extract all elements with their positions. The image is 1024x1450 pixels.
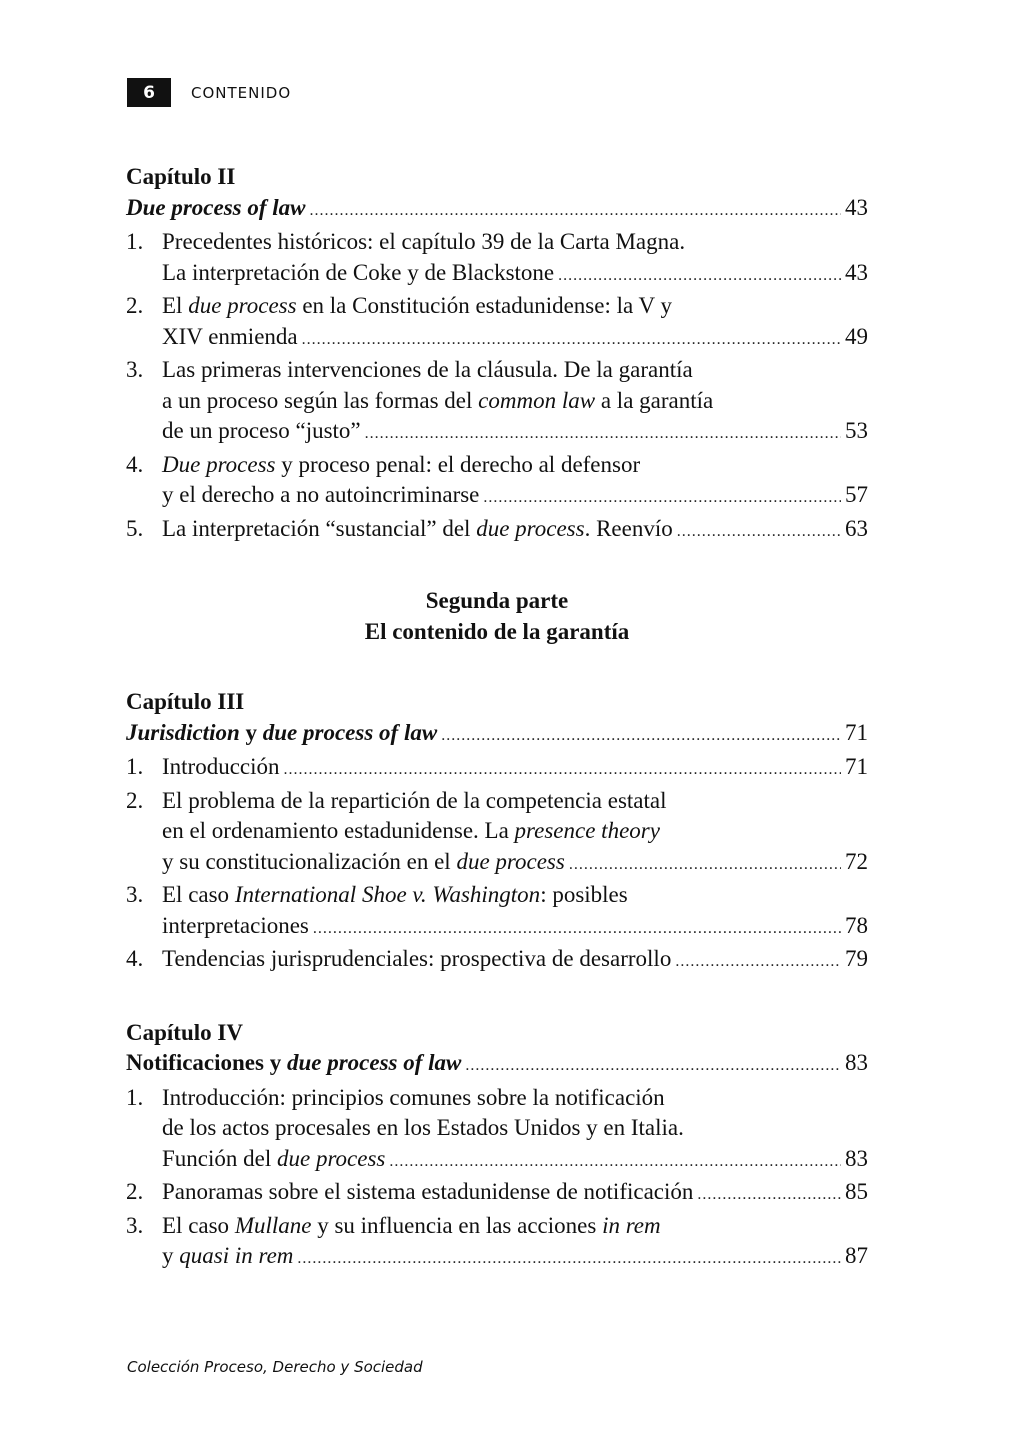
toc-entry[interactable]: [126, 944, 868, 975]
dot-leader: [389, 1147, 841, 1178]
page-ref: 63: [845, 515, 868, 541]
toc-entry[interactable]: [126, 227, 868, 288]
page-ref: 43: [845, 194, 868, 220]
dot-leader: [465, 1051, 841, 1082]
chapter-label: Capítulo III: [126, 689, 245, 714]
entry-number: 2.: [126, 787, 144, 813]
toc-entry[interactable]: [126, 1211, 868, 1272]
part-title: El contenido de la garantía: [364, 618, 630, 644]
page-ref: 79: [845, 946, 868, 971]
entry-text: de un proceso “justo”: [162, 418, 361, 443]
dot-leader: [558, 261, 841, 292]
entry-number: 2.: [126, 1179, 144, 1204]
dot-leader: [677, 517, 841, 548]
page-ref: 87: [845, 1243, 868, 1268]
dot-leader: [302, 325, 841, 356]
part-heading: [126, 586, 868, 647]
entry-text: Función del due process: [162, 1145, 386, 1171]
part-label: Segunda parte: [425, 588, 569, 613]
entry-text: El problema de la repartición de la competencia estatal: [162, 787, 667, 813]
entry-text: El caso International Shoe v. Washington: posibles: [162, 882, 628, 907]
entry-text: El due process en la Constitución estadunidense: la V y: [162, 293, 672, 318]
page-ref: 78: [845, 912, 868, 938]
dot-leader: [313, 914, 841, 945]
toc-entry[interactable]: [126, 355, 868, 447]
chapter-title-row[interactable]: [126, 193, 868, 224]
dot-leader: [483, 483, 841, 514]
entry-number: 1.: [126, 229, 144, 254]
dot-leader: [297, 1244, 841, 1275]
entry-number: 3.: [126, 1212, 144, 1238]
table-of-contents: [126, 162, 868, 1275]
entry-text: y quasi in rem: [162, 1243, 294, 1268]
chapter-4: [126, 1018, 868, 1272]
entry-text: Due process y proceso penal: el derecho al defensor: [162, 451, 641, 477]
entry-text: Precedentes históricos: el capítulo 39 de la Carta Magna.: [162, 229, 686, 254]
entry-number: 1.: [126, 754, 144, 779]
toc-entry[interactable]: [126, 752, 868, 783]
collection-footer: Colección Proceso, Derecho y Sociedad: [127, 1358, 423, 1376]
entry-text: Introducción: [162, 754, 280, 779]
dot-leader: [569, 850, 841, 881]
dot-leader: [675, 947, 841, 978]
toc-entry[interactable]: [126, 514, 868, 545]
toc-entry[interactable]: [126, 880, 868, 941]
toc-entry[interactable]: [126, 450, 868, 511]
entry-text: Las primeras intervenciones de la cláusula. De la garantía: [162, 357, 693, 382]
entry-text: Tendencias jurisprudenciales: prospectiva de desarrollo: [162, 946, 672, 971]
page-ref: 57: [845, 482, 868, 507]
chapter-2: [126, 162, 868, 544]
entry-number: 5.: [126, 515, 144, 541]
entry-text: El caso Mullane y su influencia en las acciones in rem: [162, 1212, 661, 1238]
page-ref: 83: [845, 1050, 868, 1075]
chapter-title-row[interactable]: [126, 718, 868, 749]
dot-leader: [697, 1180, 841, 1211]
dot-leader: [365, 419, 841, 450]
page-ref: 71: [845, 754, 868, 779]
entry-text: de los actos procesales en los Estados Unidos y en Italia.: [162, 1115, 684, 1140]
entry-number: 2.: [126, 293, 144, 318]
entry-text: y su constitucionalización en el due process: [162, 848, 565, 874]
entry-text: en el ordenamiento estadunidense. La presence theory: [162, 818, 660, 843]
entry-text: interpretaciones: [162, 912, 309, 938]
dot-leader: [310, 196, 841, 227]
page-ref: 53: [845, 418, 868, 443]
running-header: [127, 78, 291, 107]
toc-entry[interactable]: [126, 1083, 868, 1175]
entry-number: 1.: [126, 1084, 144, 1110]
page-number: 6: [127, 78, 171, 107]
entry-number: 3.: [126, 882, 144, 907]
entry-text: a un proceso según las formas del common law a la garantía: [162, 387, 714, 413]
toc-entry[interactable]: [126, 1177, 868, 1208]
running-header-title: CONTENIDO: [191, 83, 292, 102]
toc-entry[interactable]: [126, 291, 868, 352]
entry-number: 4.: [126, 451, 144, 477]
entry-text: XIV enmienda: [162, 323, 298, 349]
chapter-title-row[interactable]: [126, 1048, 868, 1079]
page-ref: 85: [845, 1179, 868, 1204]
entry-text: y el derecho a no autoincriminarse: [162, 482, 480, 507]
chapter-title: Notificaciones y due process of law: [126, 1050, 462, 1075]
entry-text: La interpretación de Coke y de Blackstone: [162, 259, 555, 285]
page-ref: 72: [845, 848, 868, 874]
chapter-3: [126, 687, 868, 975]
page-ref: 83: [845, 1145, 868, 1171]
entry-number: 3.: [126, 357, 144, 382]
chapter-label: Capítulo IV: [126, 1019, 243, 1045]
page-ref: 43: [845, 259, 868, 285]
dot-leader: [284, 755, 841, 786]
entry-text: Panoramas sobre el sistema estadunidense de notificación: [162, 1179, 694, 1204]
dot-leader: [441, 721, 841, 752]
entry-number: 4.: [126, 946, 144, 971]
entry-text: Introducción: principios comunes sobre la notificación: [162, 1084, 665, 1110]
page-ref: 71: [845, 719, 868, 745]
page-ref: 49: [845, 323, 868, 349]
chapter-title: Jurisdiction y due process of law: [126, 719, 438, 745]
entry-text: La interpretación “sustancial” del due process. Reenvío: [162, 515, 673, 541]
chapter-title: Due process of law: [126, 194, 306, 220]
chapter-label: Capítulo II: [126, 164, 236, 189]
toc-entry[interactable]: [126, 786, 868, 878]
